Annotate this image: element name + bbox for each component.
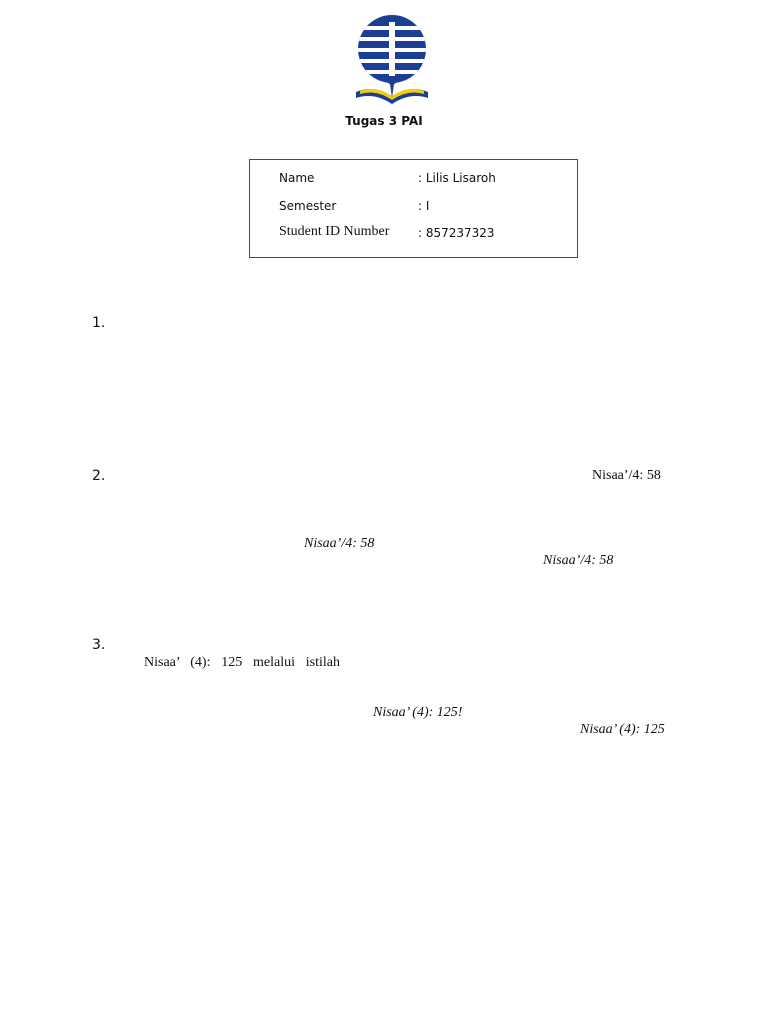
university-logo (352, 14, 432, 106)
semester-label: Semester (279, 199, 337, 213)
question-3-citation: Nisaa’ (4): 125! (373, 705, 463, 720)
question-3-text: Nisaa’ (4): 125 melalui istilah (144, 655, 340, 670)
question-3-number: 3. (92, 637, 106, 653)
name-value: : Lilis Lisaroh (418, 171, 496, 185)
student-id-label: Student ID Number (279, 224, 390, 239)
student-id-value: : 857237323 (418, 226, 495, 240)
question-2-citation: Nisaa’/4: 58 (543, 553, 614, 568)
document-title: Tugas 3 PAI (345, 114, 423, 128)
student-info-box (249, 159, 578, 258)
question-3-citation: Nisaa’ (4): 125 (580, 722, 665, 737)
question-2-citation: Nisaa’/4: 58 (304, 536, 375, 551)
semester-value: : I (418, 199, 430, 213)
question-2-number: 2. (92, 468, 106, 484)
question-2-reference: Nisaa’/4: 58 (592, 468, 661, 483)
question-1-number: 1. (92, 315, 106, 331)
name-label: Name (279, 171, 315, 185)
